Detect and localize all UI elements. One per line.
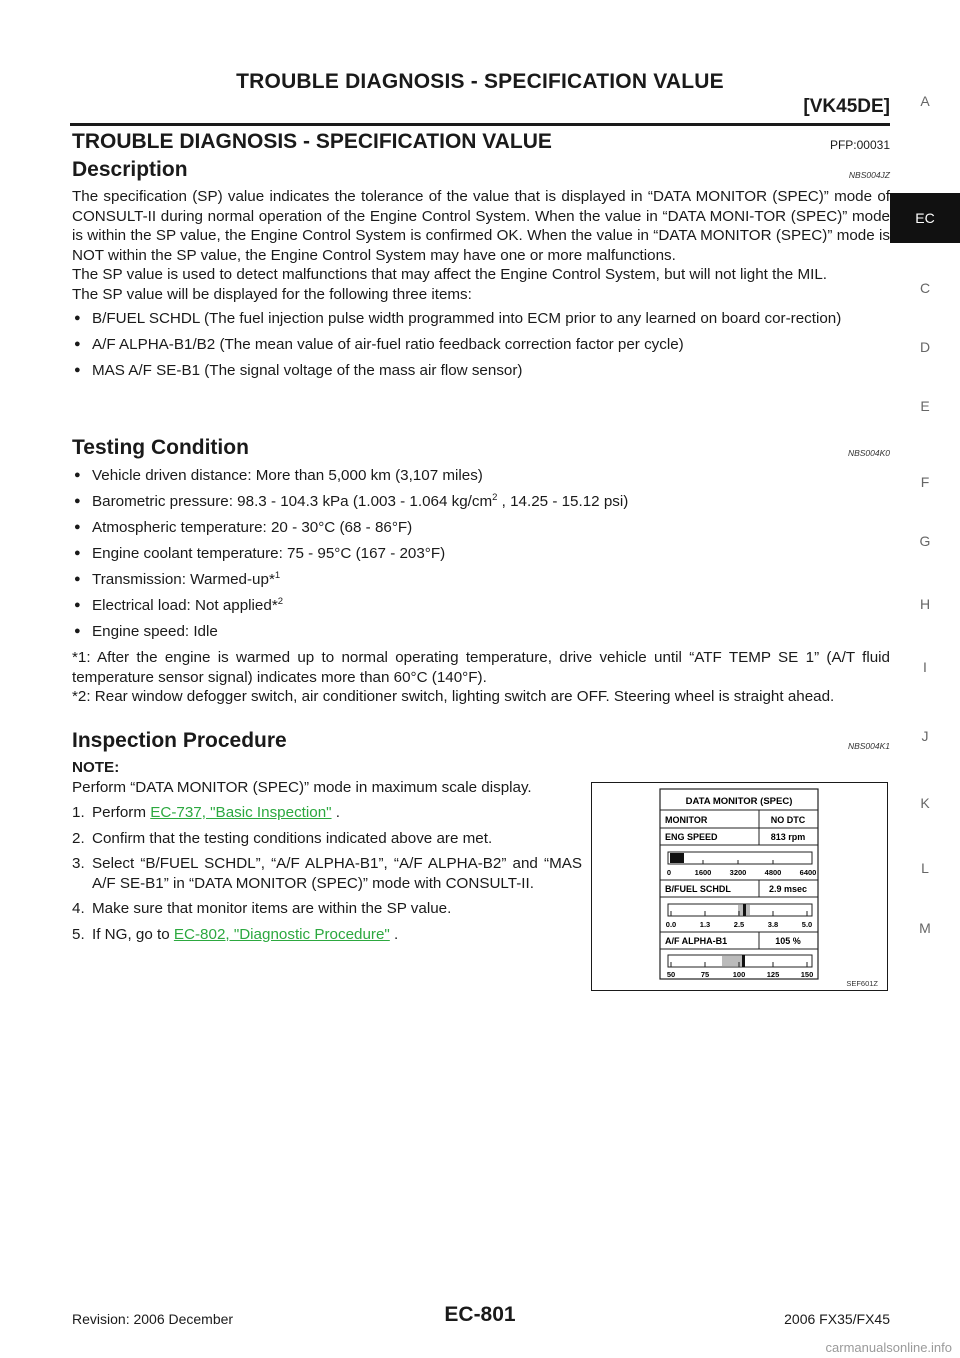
- af-alpha-label: A/F ALPHA-B1: [665, 936, 728, 946]
- tab-i[interactable]: I: [923, 659, 927, 675]
- tick-label: 75: [700, 970, 710, 979]
- list-item: ● Engine speed: Idle: [72, 622, 890, 642]
- tab-j[interactable]: J: [921, 728, 929, 744]
- eng-speed-bar: [670, 853, 684, 863]
- section-title: TROUBLE DIAGNOSIS - SPECIFICATION VALUE: [72, 130, 552, 153]
- tab-e[interactable]: E: [920, 398, 930, 414]
- fuel-schdl-label: B/FUEL SCHDL: [665, 884, 731, 894]
- af-alpha-pointer: [742, 955, 745, 967]
- footer-page-number: EC-801: [444, 1303, 516, 1326]
- step-text-tail: .: [389, 925, 399, 943]
- list-item: [72, 829, 582, 849]
- step-text-tail: .: [331, 804, 340, 821]
- tick-label: 125: [766, 970, 780, 979]
- tab-ec[interactable]: EC: [890, 193, 960, 243]
- tick-label: 5.0: [801, 920, 813, 929]
- tick-label: 0.0: [665, 920, 677, 929]
- list-item: [72, 803, 582, 823]
- note-text: Perform “DATA MONITOR (SPEC)” mode in maximum scale display.: [72, 778, 532, 796]
- description-heading: Description: [72, 158, 188, 181]
- monitor-title: DATA MONITOR (SPEC): [685, 796, 793, 807]
- list-item: [72, 596, 890, 616]
- description-list: [72, 309, 890, 381]
- tick-label: 6400: [799, 868, 817, 877]
- pfp-code: PFP:00031: [829, 138, 890, 152]
- eng-speed-label: ENG SPEED: [665, 832, 718, 842]
- inspection-ref: NBS004K1: [847, 741, 890, 751]
- fuel-schdl-pointer: [743, 904, 746, 916]
- description-body: [72, 187, 890, 387]
- tab-m[interactable]: M: [919, 920, 931, 936]
- tab-c[interactable]: C: [919, 280, 931, 296]
- watermark: carmanualsonline.info: [825, 1340, 952, 1355]
- tab-k[interactable]: K: [920, 795, 930, 811]
- list-item: ● Engine coolant temperature: 75 - 95°C (167 - 203°F): [72, 544, 890, 564]
- fuel-schdl-ticks: [671, 911, 807, 916]
- footer-revision: Revision: 2006 December: [72, 1311, 234, 1327]
- tick-label: 50: [666, 970, 676, 979]
- tab-f[interactable]: F: [920, 474, 930, 490]
- testing-list: [72, 466, 890, 642]
- running-header-title: TROUBLE DIAGNOSIS - SPECIFICATION VALUE: [236, 70, 724, 93]
- step-number: 4.: [72, 900, 85, 917]
- trans-superscript: 1: [274, 569, 281, 581]
- tick-label: 0: [666, 868, 672, 877]
- elec-text: Electrical load: Not applied*: [92, 597, 278, 614]
- testing-heading: Testing Condition: [72, 436, 249, 459]
- data-monitor-screen: [592, 783, 886, 989]
- eng-speed-ticks: [703, 860, 773, 864]
- tick-label: 4800: [764, 868, 782, 877]
- step-number: 5.: [72, 925, 85, 943]
- testing-footnotes: [72, 648, 890, 707]
- step-number: 1.: [72, 804, 85, 821]
- step-text: If NG, go to: [92, 925, 174, 943]
- list-item: [72, 899, 582, 919]
- elec-superscript: 2: [277, 595, 284, 607]
- footer-model: 2006 FX35/FX45: [784, 1311, 890, 1327]
- list-item: [72, 925, 582, 945]
- dtc-status: NO DTC: [770, 815, 806, 825]
- description-para-3: The SP value will be displayed for the following three items:: [72, 285, 472, 303]
- description-ref: NBS004JZ: [848, 170, 890, 180]
- inspection-body: [72, 758, 582, 950]
- list-item: ● B/FUEL SCHDL (The fuel injection pulse width programmed into ECM prior to any learned on board cor-rection): [72, 309, 890, 329]
- tab-d[interactable]: D: [919, 339, 931, 355]
- eng-speed-value: 813 rpm: [770, 832, 806, 842]
- tab-a[interactable]: A: [920, 93, 930, 109]
- description-para-2: The SP value is used to detect malfunctions that may affect the Engine Control System, but will not light the MIL.: [72, 266, 827, 283]
- list-item: ● MAS A/F SE-B1 (The signal voltage of the mass air flow sensor): [72, 361, 890, 381]
- header-rule: [70, 123, 890, 126]
- basic-inspection-link[interactable]: EC-737, "Basic Inspection": [150, 804, 332, 821]
- tick-label: 1600: [694, 868, 712, 877]
- list-item: [72, 492, 890, 512]
- tab-g[interactable]: G: [919, 533, 931, 549]
- af-alpha-sp-range: [722, 956, 744, 966]
- testing-ref: NBS004K0: [847, 448, 890, 458]
- data-monitor-figure: [591, 782, 888, 991]
- inspection-heading: Inspection Procedure: [72, 729, 287, 752]
- tick-label: 3200: [729, 868, 747, 877]
- tick-label: 3.8: [767, 920, 779, 929]
- tick-label: 100: [732, 970, 746, 979]
- list-item: ● Atmospheric temperature: 20 - 30°C (68 - 86°F): [72, 518, 890, 538]
- testing-body: [72, 466, 890, 707]
- step-number: 2.: [72, 829, 85, 847]
- af-alpha-ticks: [671, 962, 807, 967]
- note-label: NOTE:: [72, 759, 120, 776]
- list-item: [72, 854, 582, 893]
- af-alpha-value: 105 %: [775, 936, 801, 946]
- baro-text: Barometric pressure: 98.3 - 104.3 kPa (1.003 - 1.064 kg/cm: [92, 493, 493, 510]
- list-item: ● A/F ALPHA-B1/B2 (The mean value of air-fuel ratio feedback correction factor per cycle): [72, 335, 890, 355]
- list-item: ● Vehicle driven distance: More than 5,000 km (3,107 miles): [72, 466, 890, 486]
- tab-h[interactable]: H: [919, 596, 931, 612]
- running-header-model: [VK45DE]: [803, 96, 890, 117]
- inspection-steps: [72, 803, 582, 944]
- tick-label: 2.5: [733, 920, 745, 929]
- step-text: Perform: [92, 804, 151, 821]
- monitor-col-header: MONITOR: [665, 815, 708, 825]
- tick-label: 150: [800, 970, 814, 979]
- figure-code: SEF601Z: [846, 979, 878, 988]
- fuel-schdl-value: 2.9 msec: [768, 884, 808, 894]
- step-text: Confirm that the testing conditions indicated above are met.: [92, 829, 493, 847]
- description-para-1: The specification (SP) value indicates the tolerance of the value that is displayed in “DATA MONITOR (SPEC)” mode of CONSULT-II during normal operation of the Engine Control System. When the value in “DATA MONI-TOR (SPEC)” mode is within the SP value, the Engine Control System is confirmed OK. When the value in “DATA MONITOR (SPEC)” mode is NOT within the SP value, the Engine Control System may have one or more malfunctions.: [72, 188, 890, 264]
- baro-superscript: 2: [492, 491, 498, 503]
- tab-l[interactable]: L: [921, 860, 929, 876]
- step-text: Select “B/FUEL SCHDL”, “A/F ALPHA-B1”, “A/F ALPHA-B2” and “MAS A/F SE-B1” in “DATA MONITOR (SPEC)” mode with CONSULT-II.: [92, 855, 582, 892]
- diagnostic-procedure-link[interactable]: EC-802, "Diagnostic Procedure": [173, 925, 390, 943]
- step-text: Make sure that monitor items are within the SP value.: [92, 900, 452, 917]
- list-item: [72, 570, 890, 590]
- trans-text: Transmission: Warmed-up*: [92, 571, 275, 588]
- baro-text-tail: , 14.25 - 15.12 psi): [497, 493, 629, 510]
- tick-label: 1.3: [699, 920, 711, 929]
- step-number: 3.: [72, 855, 85, 872]
- section-index-tabs: [890, 0, 960, 936]
- eng-speed-gauge: [668, 852, 812, 864]
- footnote-2: *2: Rear window defogger switch, air conditioner switch, lighting switch are OFF. Steering wheel is straight ahead.: [72, 688, 835, 705]
- footnote-1: *1: After the engine is warmed up to normal operating temperature, drive vehicle until “ATF TEMP SE 1” (A/T fluid temperature sensor signal) indicates more than 60°C (140°F).: [72, 649, 890, 686]
